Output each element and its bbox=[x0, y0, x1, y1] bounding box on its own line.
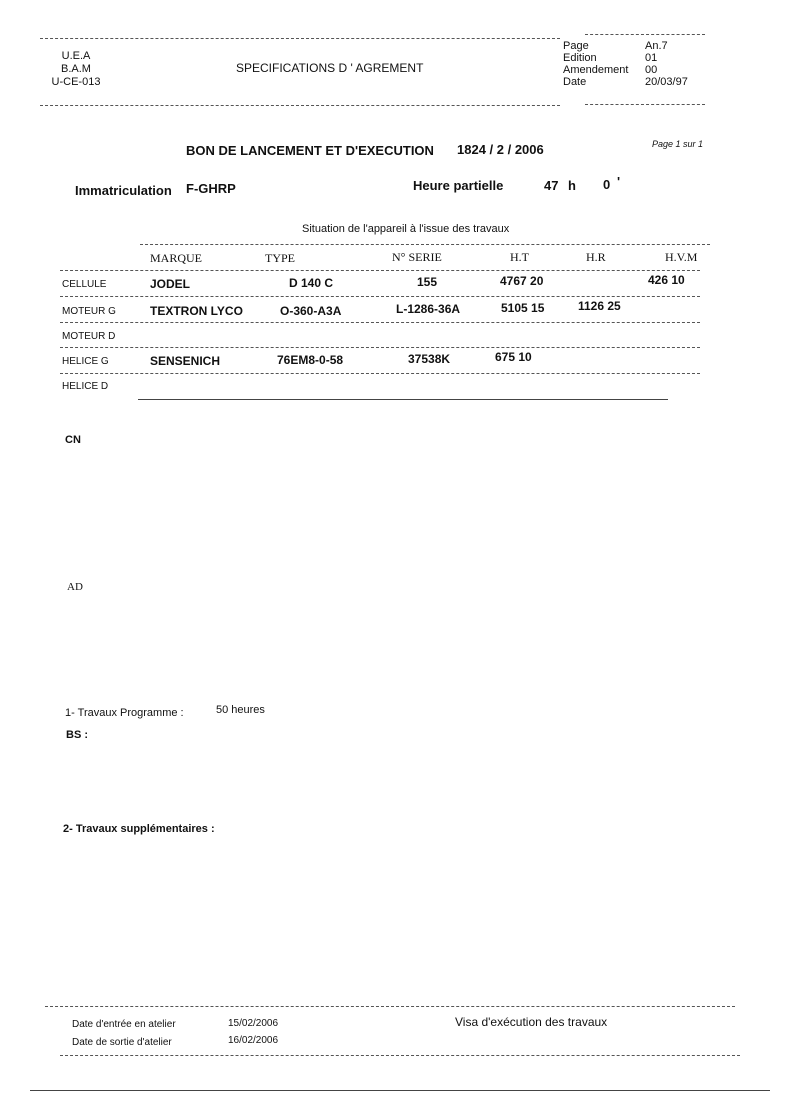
travaux-programme-value: 50 heures bbox=[216, 704, 265, 716]
section-ad: AD bbox=[67, 581, 83, 593]
heure-h-unit: h bbox=[568, 178, 576, 193]
cell-type: D 140 C bbox=[289, 276, 334, 290]
cell-type: O-360-A3A bbox=[280, 304, 342, 318]
immat-value: F-GHRP bbox=[186, 181, 236, 196]
travaux-programme-label: 1- Travaux Programme : bbox=[65, 707, 184, 719]
header-meta bbox=[563, 40, 688, 88]
org-line-1: U.E.A bbox=[61, 50, 91, 62]
org-line-2: B.A.M bbox=[61, 63, 91, 75]
heure-hours: 47 bbox=[544, 178, 559, 193]
table-header-top-rule bbox=[140, 244, 710, 245]
col-header-serie: N° SERIE bbox=[392, 250, 442, 264]
row-label: HELICE G bbox=[62, 356, 109, 367]
doc-number: 1824 / 2 / 2006 bbox=[457, 142, 544, 157]
meta-page: Page An.7 bbox=[563, 40, 668, 52]
cell-ht: 675 10 bbox=[495, 350, 532, 364]
date-entree-label: Date d'entrée en atelier bbox=[72, 1019, 176, 1030]
travaux-supplementaires-label: 2- Travaux supplémentaires : bbox=[63, 823, 215, 835]
row-rule-1 bbox=[60, 296, 700, 297]
row-label: CELLULE bbox=[62, 279, 107, 290]
cell-ht: 4767 20 bbox=[500, 274, 544, 288]
page-indicator: Page 1 sur 1 bbox=[652, 139, 704, 149]
visa-execution: Visa d'exécution des travaux bbox=[455, 1015, 608, 1029]
page-bottom-rule bbox=[30, 1090, 770, 1091]
cell-marque: TEXTRON LYCO bbox=[150, 304, 243, 318]
row-label: MOTEUR G bbox=[62, 306, 116, 317]
section-cn: CN bbox=[65, 434, 81, 446]
date-sortie-label: Date de sortie d'atelier bbox=[72, 1037, 172, 1048]
col-header-ht: H.T bbox=[510, 250, 529, 264]
cell-serie: 37538K bbox=[408, 352, 451, 366]
cell-hvm: 426 10 bbox=[648, 273, 685, 287]
row-rule-2 bbox=[60, 322, 700, 323]
row-label: MOTEUR D bbox=[62, 331, 116, 342]
cell-hr: 1126 25 bbox=[578, 299, 621, 313]
row-rule-4 bbox=[60, 373, 700, 374]
cell-serie: 155 bbox=[417, 275, 438, 289]
cell-serie: L-1286-36A bbox=[396, 302, 461, 316]
row-rule-0 bbox=[60, 270, 700, 271]
col-header-marque: MARQUE bbox=[150, 251, 203, 265]
section-bs: BS : bbox=[66, 729, 88, 741]
header-top-rule bbox=[40, 38, 560, 39]
meta-edition: Edition 01 bbox=[563, 52, 658, 64]
cell-marque: SENSENICH bbox=[150, 354, 221, 368]
immat-label: Immatriculation bbox=[75, 183, 172, 198]
footer-bottom-rule bbox=[60, 1055, 740, 1056]
meta-top-rule bbox=[585, 34, 705, 35]
heure-label: Heure partielle bbox=[413, 178, 504, 193]
row-rule-3 bbox=[60, 347, 700, 348]
heure-minutes: 0 bbox=[603, 177, 611, 192]
col-header-hvm: H.V.M bbox=[665, 250, 698, 264]
col-header-hr: H.R bbox=[586, 250, 606, 264]
header-title: SPECIFICATIONS D ' AGREMENT bbox=[236, 61, 424, 75]
row-rule-5 bbox=[138, 399, 668, 400]
cell-ht: 5105 15 bbox=[501, 301, 545, 315]
org-line-3: U-CE-013 bbox=[51, 76, 101, 88]
date-sortie-value: 16/02/2006 bbox=[228, 1035, 279, 1046]
header-bottom-rule bbox=[40, 105, 560, 106]
cell-type: 76EM8-0-58 bbox=[277, 353, 344, 367]
heure-m-unit: ' bbox=[617, 174, 621, 189]
meta-date: Date 20/03/97 bbox=[563, 76, 688, 88]
row-label: HELICE D bbox=[62, 381, 109, 392]
header-left-block bbox=[46, 50, 106, 89]
footer-top-rule bbox=[45, 1006, 735, 1007]
doc-title: BON DE LANCEMENT ET D'EXECUTION bbox=[186, 143, 434, 158]
situation-caption: Situation de l'appareil à l'issue des travaux bbox=[302, 223, 510, 235]
meta-amendement: Amendement 00 bbox=[563, 64, 658, 76]
date-entree-value: 15/02/2006 bbox=[228, 1018, 279, 1029]
col-header-type: TYPE bbox=[265, 251, 295, 265]
meta-bottom-rule bbox=[585, 104, 705, 105]
cell-marque: JODEL bbox=[150, 277, 191, 291]
